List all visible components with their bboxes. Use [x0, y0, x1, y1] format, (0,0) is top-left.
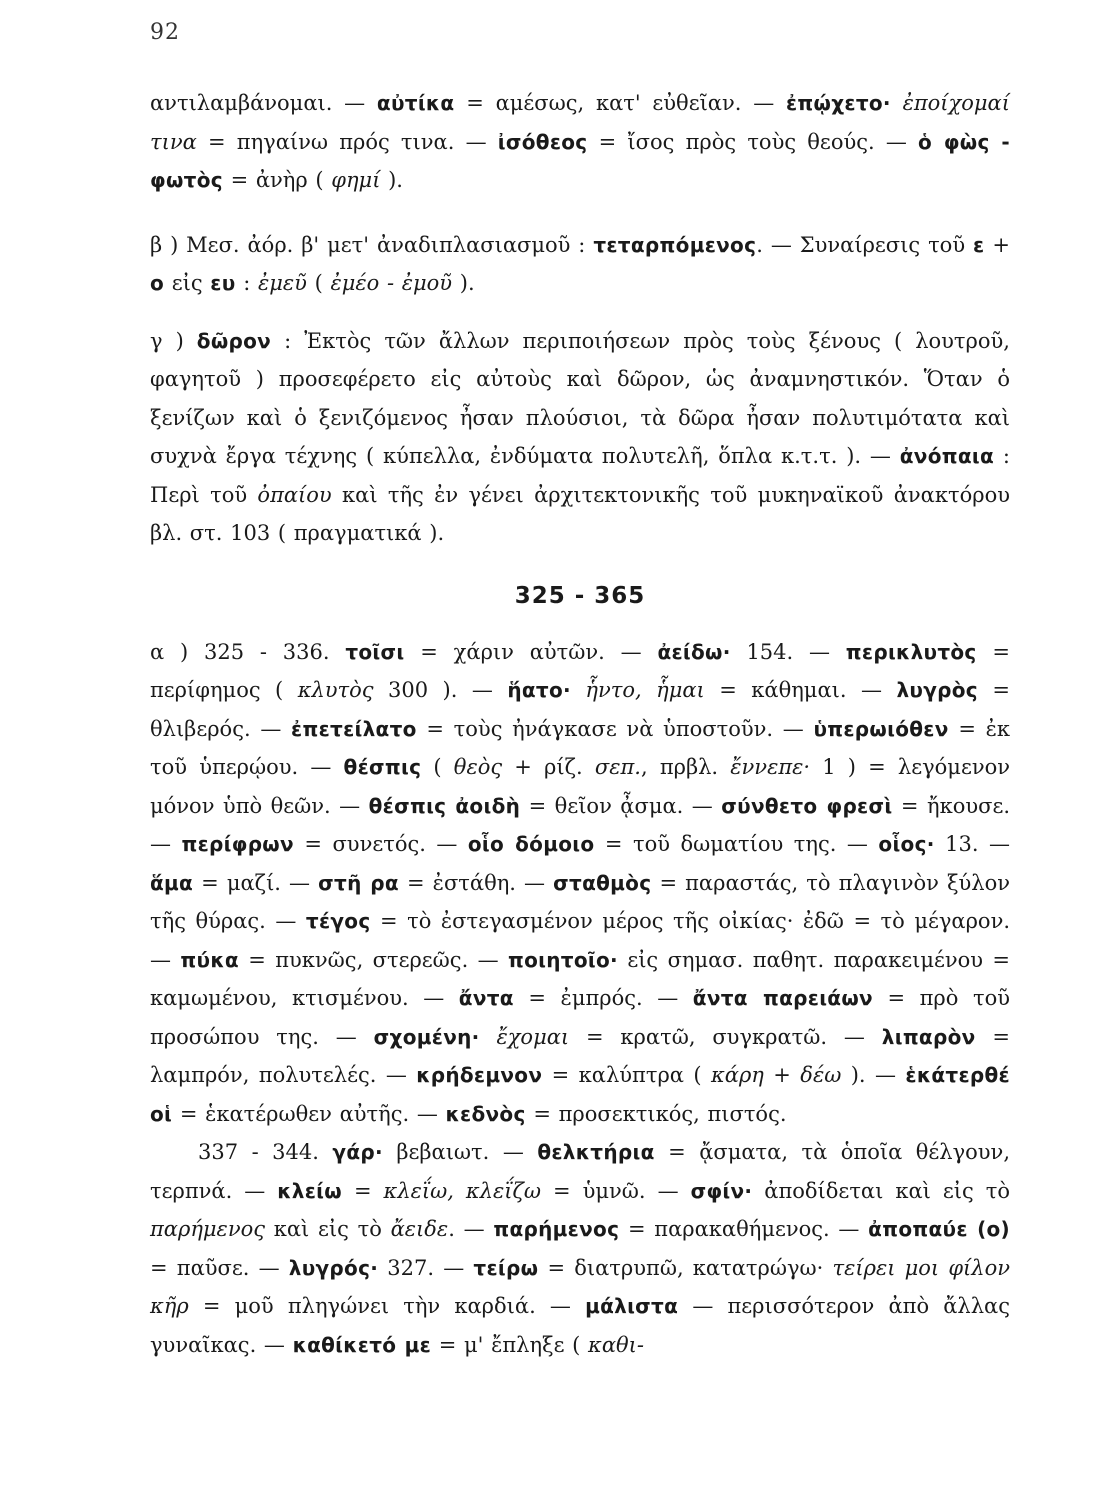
gloss-text: : [235, 271, 258, 295]
lemma-term: θελκτήρια [537, 1140, 655, 1164]
lemma-term: λυγρός· [288, 1255, 379, 1280]
gloss-text: = ᾄσματα, τὰ ὁποῖα θέλγουν, τερπνά. — [150, 1140, 1010, 1203]
lemma-term: στῆ ρα [318, 870, 399, 895]
gloss-text: γ ) [150, 328, 197, 353]
italic-term: κλεΐω, κλεΐζω [383, 1178, 542, 1203]
italic-term: τείρει μοι φίλον κῆρ [150, 1255, 1010, 1318]
lemma-term: θέσπις ἀοιδὴ [368, 793, 521, 818]
gloss-text: = λαμπρόν, πολυτελές. — [150, 1024, 1011, 1087]
commentary-paragraph-337-344 [150, 1133, 1010, 1364]
lemma-term: σταθμὸς [553, 870, 652, 895]
gloss-text: = τοῦ δωματίου της. — [594, 832, 879, 856]
gloss-text: = ὑμνῶ. — [541, 1178, 691, 1203]
lemma-term: τείρω [473, 1255, 539, 1280]
gloss-text [891, 91, 903, 115]
gloss-text: = θλιβερός. — [150, 678, 1010, 741]
lemma-term: ἰσόθεος [497, 129, 588, 154]
lemma-term: οἷος· [878, 832, 935, 856]
gloss-text: 154. — [730, 639, 846, 664]
gloss-text: ). [380, 168, 403, 192]
lemma-term: καθίκετό με [292, 1332, 432, 1357]
gloss-text: καὶ εἰς τὸ [265, 1217, 391, 1241]
lemma-term: ευ [210, 271, 236, 295]
lemma-term: ο [150, 271, 165, 295]
gloss-text: + ρίζ. [502, 755, 595, 779]
gloss-text: = καλύπτρα ( [542, 1063, 711, 1087]
italic-term: φημί [331, 168, 381, 192]
lemma-term: λυγρὸς [896, 678, 978, 702]
lemma-term: τοῖσι [345, 639, 405, 664]
lemma-term: αὐτίκα [376, 91, 455, 115]
gloss-text: = ἐστάθη. — [398, 870, 554, 895]
gloss-text: = χάριν αὐτῶν. — [404, 639, 658, 664]
gloss-text: 327. — [378, 1255, 474, 1280]
italic-term: ἐμεῦ [257, 271, 307, 295]
italic-term: ἐποίχομαί τινα [150, 91, 1010, 154]
gloss-text: 13. — [934, 832, 1010, 856]
gloss-text: : Ἐκτὸς τῶν ἄλλων περιποιήσεων πρὸς τοὺς ξένους ( λουτροῦ, φαγητοῦ ) προσεφέρετο εἰς αὐτοὺς καὶ δῶρον, ὡς ἀναμνηστικόν. Ὅταν ὁ ξενίζων καὶ ὁ ξενιζόμενος ἦσαν πλούσιοι, τὰ δῶρα ἦσαν πολυτιμότατα καὶ συχνὰ ἔργα τέχνης ( κύπελλα, ἐνδύματα πολυτελῆ, ὅπλα κ.τ.τ. ). — [150, 328, 1010, 468]
gloss-text: = κάθημαι. — [704, 678, 897, 702]
lemma-term: ε [973, 232, 985, 257]
gloss-text: ). — [841, 1063, 906, 1087]
italic-term: παρήμενος [150, 1217, 265, 1241]
commentary-paragraph-lines-1-3 [150, 84, 1010, 200]
gloss-text: = ἀνὴρ ( [222, 168, 332, 192]
lemma-term: ὑπερωιόθεν [813, 716, 949, 741]
gloss-text: = ἐκ τοῦ ὑπερῴου. — [150, 716, 1011, 779]
gloss-text: = μαζί. — [193, 870, 319, 895]
gloss-text: = ἴσος πρὸς τοὺς θεούς. — [587, 129, 919, 154]
gloss-text: α ) 325 - 336. [150, 639, 346, 664]
gloss-text: εἰς [164, 271, 211, 295]
lemma-term: ἥατο· [507, 678, 571, 702]
gloss-text: 300 ). — [373, 678, 508, 702]
lemma-term: περικλυτὸς [845, 639, 977, 664]
gloss-text: = περίφημος ( [150, 639, 1010, 702]
lemma-term: πύκα [180, 947, 239, 972]
lemma-term: θέσπις [343, 755, 422, 779]
gloss-text: ). [452, 271, 475, 295]
page-body [150, 84, 1010, 1364]
gloss-text: = μ' ἔπληξε ( [431, 1332, 589, 1357]
lemma-term: ἅμα [150, 870, 194, 895]
gloss-text: εἰς σημασ. παθητ. παρακειμένου = καμωμένου, κτισμένου. — [150, 947, 1010, 1010]
lemma-term: σφίν· [690, 1178, 753, 1203]
italic-term: καθι- [588, 1332, 644, 1357]
italic-term: κάρη [711, 1063, 764, 1087]
lemma-term: τέγος [305, 909, 371, 933]
lemma-term: ἐπῴχετο· [785, 91, 891, 115]
italic-term: δέω [800, 1063, 842, 1087]
italic-term: ἔχομαι [496, 1024, 570, 1049]
commentary-paragraph-beta [150, 226, 1010, 303]
italic-term: θεὸς [453, 755, 503, 779]
gloss-text: = παῦσε. — [150, 1255, 289, 1280]
gloss-text: 337 - 344. [198, 1140, 333, 1164]
gloss-text: = πυκνῶς, στερεῶς. — [238, 947, 508, 972]
gloss-text: + [763, 1063, 801, 1087]
lemma-term: ἄντα παρειάων [692, 986, 873, 1010]
lemma-term: ἀποπαύε (ο) [868, 1217, 1010, 1241]
italic-term: κλυτὸς [297, 678, 374, 702]
gloss-text: = κρατῶ, συγκρατῶ. — [569, 1024, 882, 1049]
lemma-term: μάλιστα [585, 1294, 679, 1318]
commentary-paragraph-325-336 [150, 633, 1010, 1134]
gloss-text: 1 ) = λεγόμενον μόνον ὑπὸ θεῶν. — [150, 755, 1011, 818]
gloss-text: = θεῖον ᾆσμα. — [520, 793, 722, 818]
gloss-text: = τοὺς ἠνάγκασε νὰ ὑποστοῦν. — [416, 716, 814, 741]
gloss-text: , πρβλ. [640, 755, 731, 779]
page-number: 92 [150, 20, 180, 45]
gloss-text: = διατρυπῶ, κατατρώγω· [538, 1255, 833, 1280]
lemma-term: οἷο δόμοιο [467, 832, 595, 856]
gloss-text: = ἑκατέρωθεν αὐτῆς. — [172, 1101, 446, 1126]
commentary-paragraph-gamma [150, 322, 1010, 553]
gloss-text: . — [448, 1217, 494, 1241]
lemma-term: σχομένη· [373, 1024, 480, 1049]
lemma-term: ἀνόπαια [899, 444, 995, 468]
gloss-text: = πηγαίνω πρός τινα. — [196, 129, 498, 154]
gloss-text: = συνετός. — [293, 832, 468, 856]
lemma-term: ὁ φὼς - φωτὸς [150, 129, 1010, 192]
gloss-text: καὶ τῆς ἐν γένει ἀρχιτεκτονικῆς τοῦ μυκηναϊκοῦ ἀνακτόρου βλ. στ. 103 ( πραγματικά ). [150, 482, 1010, 545]
lemma-term: λιπαρὸν [881, 1024, 976, 1049]
section-heading: 325 - 365 [514, 582, 646, 609]
lemma-term: σύνθετο φρεσὶ [721, 793, 893, 818]
lemma-term: ἑκάτερθέ οἱ [150, 1063, 1010, 1126]
gloss-text: = προσεκτικός, πιστός. [525, 1101, 787, 1126]
gloss-text: . — Συναίρεσις τοῦ [756, 232, 974, 257]
gloss-text: = τὸ ἐστεγασμένον μέρος τῆς οἰκίας· ἐδῶ = τὸ μέγαρον. — [150, 909, 1011, 972]
lemma-term: παρήμενος [493, 1217, 620, 1241]
lemma-term: ἄντα [458, 986, 514, 1010]
italic-term: ἔννεπε· [730, 755, 811, 779]
gloss-text: = μοῦ πληγώνει τὴν καρδιά. — [188, 1294, 586, 1318]
gloss-text [480, 1025, 497, 1049]
gloss-text: = παραστάς, τὸ πλαγινὸν ξύλον τῆς θύρας. — [150, 870, 1010, 933]
gloss-text: : Περὶ τοῦ [150, 444, 1010, 507]
lemma-term: ἀείδω· [657, 639, 731, 664]
gloss-text: ( [421, 755, 454, 779]
gloss-text: = πρὸ τοῦ προσώπου της. — [150, 986, 1010, 1049]
italic-term: ἧντο, ἧμαι [585, 678, 705, 702]
gloss-text: β ) Μεσ. ἀόρ. β' μετ' ἀναδιπλασιασμοῦ : [150, 232, 594, 257]
gloss-text: = αμέσως, κατ' εὐθεῖαν. — [454, 91, 786, 115]
gloss-text: αντιλαμβάνομαι. — [150, 91, 377, 115]
gloss-text: βεβαιωτ. — [382, 1140, 538, 1164]
gloss-text: ( [306, 271, 331, 295]
lemma-term: κλείω [277, 1178, 342, 1203]
lemma-term: γάρ· [332, 1140, 383, 1164]
gloss-text: — περισσότερον ἀπὸ ἄλλας γυναῖκας. — [150, 1294, 1010, 1357]
lemma-term: τεταρπόμενος [593, 232, 757, 257]
gloss-text: = [341, 1178, 384, 1203]
gloss-text: ἀποδίδεται καὶ εἰς τὸ [752, 1178, 1011, 1203]
italic-term: ἄειδε [390, 1217, 449, 1241]
italic-term: σεπ. [594, 755, 641, 779]
italic-term: ἐμέο - ἐμοῦ [330, 271, 453, 295]
italic-term: ὀπαίου [257, 482, 332, 507]
lemma-term: δῶρον [196, 328, 272, 353]
lemma-term: ποιητοῖο· [508, 947, 618, 972]
lemma-term: κεδνὸς [445, 1101, 526, 1126]
gloss-text [571, 678, 585, 702]
lemma-term: ἐπετείλατο [291, 716, 417, 741]
gloss-text: + [984, 232, 1010, 257]
gloss-text: = ἤκουσε. — [150, 793, 1010, 856]
gloss-text: = ἐμπρός. — [513, 986, 693, 1010]
lemma-term: κρήδεμνον [416, 1063, 543, 1087]
lemma-term: περίφρων [181, 832, 294, 856]
gloss-text: = παρακαθήμενος. — [619, 1217, 869, 1241]
